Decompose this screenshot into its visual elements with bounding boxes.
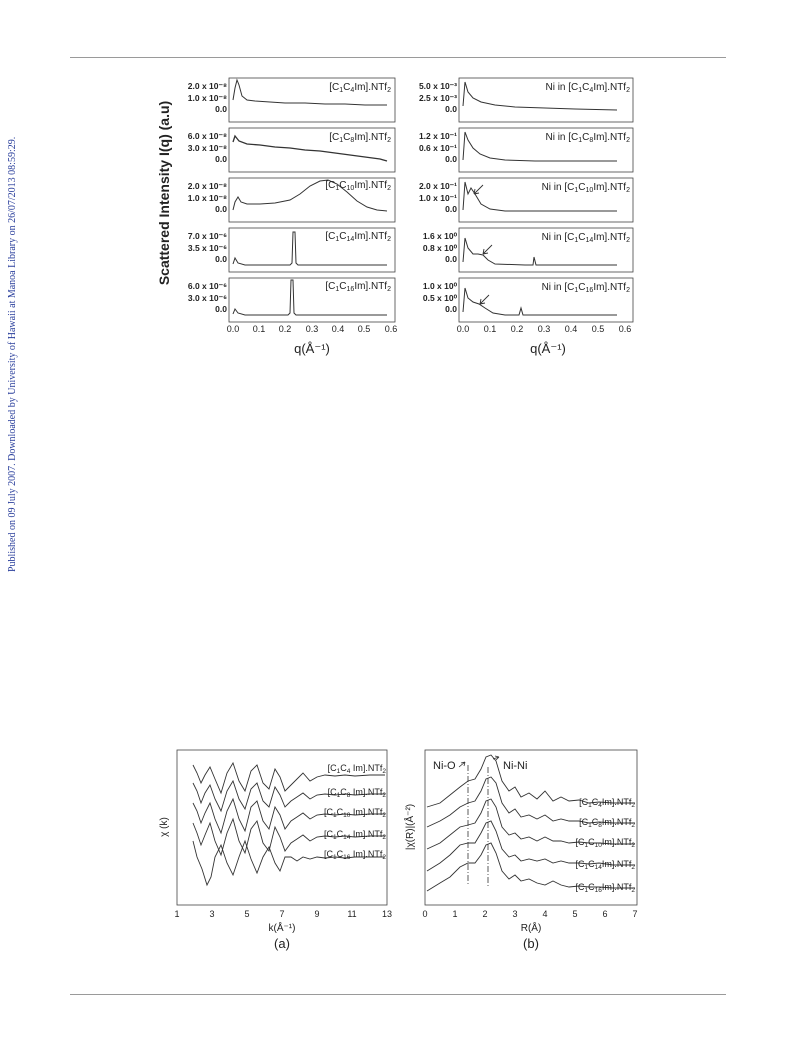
- exafs-series-label: $[C_1C_{16}Im].NTf_2$: [575, 882, 635, 894]
- y-tick-label: 0.5 x 10⁰: [422, 293, 457, 303]
- exafs-series-label: [$C_1C_4$ Im].NTf$_2$: [327, 763, 386, 775]
- y-tick-label: 2.0 x 10⁻⁸: [187, 181, 227, 191]
- x-tick-label: 0.3: [305, 324, 319, 334]
- x-tick-label: 0.1: [483, 324, 497, 334]
- y-tick-label: 0.0: [445, 304, 457, 314]
- y-tick-label: 3.0 x 10⁻⁶: [187, 293, 227, 303]
- saxs-panel-right-5: [423, 278, 633, 322]
- exafs-series-label: [$C_1C_{10}$ Im].NTf$_2$: [324, 807, 386, 819]
- y-tick-label: 0.0: [215, 254, 227, 264]
- chi-k-y-label: χ (k): [159, 817, 170, 837]
- exafs-b-x-axis: [422, 909, 637, 951]
- saxs-y-axis-label: Scattered Intensity I(q) (a.u): [156, 100, 172, 286]
- saxs-x-axis-label: q(Å⁻¹): [294, 341, 330, 356]
- exafs-series-label: [$C_1C_8$ Im].NTf$_2$: [327, 787, 386, 799]
- exafs-a-x-axis: [174, 909, 392, 951]
- y-tick-label: 2.0 x 10⁻¹: [418, 181, 457, 191]
- exafs-panel-a: [159, 750, 392, 951]
- header-rule: [70, 57, 726, 58]
- y-tick-label: 1.2 x 10⁻¹: [418, 131, 457, 141]
- saxs-panel-right-2: [419, 128, 633, 172]
- x-tick-label: 7: [632, 909, 638, 919]
- x-tick-label: 0.5: [357, 324, 371, 334]
- y-tick-label: 0.0: [215, 204, 227, 214]
- x-tick-label: 0.0: [226, 324, 240, 334]
- x-tick-label: 0.4: [564, 324, 578, 334]
- x-tick-label: 0.0: [456, 324, 470, 334]
- y-tick-label: 6.0 x 10⁻⁶: [187, 281, 227, 291]
- x-tick-label: 13: [381, 909, 393, 919]
- exafs-figure: [155, 745, 645, 960]
- k-x-axis-label: k(Å⁻¹): [268, 923, 296, 934]
- panel-a-caption: (a): [274, 936, 290, 951]
- y-tick-label: 1.0 x 10⁰: [422, 281, 457, 291]
- x-tick-label: 2: [482, 909, 488, 919]
- y-tick-label: 2.5 x 10⁻³: [418, 93, 457, 103]
- y-tick-label: 0.8 x 10⁰: [422, 243, 457, 253]
- panel-series-label: Ni in $[C_1C_{14}Im].NTf_2$: [541, 232, 630, 244]
- x-tick-label: 0.6: [618, 324, 632, 334]
- panel-series-label: $[C_1C_{10}Im].NTf_2$: [325, 180, 391, 192]
- saxs-panel-right-3: [419, 178, 633, 222]
- saxs-panel-left-2: [188, 128, 395, 172]
- y-tick-label: 2.0 x 10⁻⁸: [187, 81, 227, 91]
- x-tick-label: 3: [209, 909, 215, 919]
- exafs-panel-b: [403, 750, 638, 951]
- saxs-x-axis-label: q(Å⁻¹): [530, 341, 566, 356]
- x-tick-label: 4: [542, 909, 548, 919]
- x-tick-label: 7: [279, 909, 285, 919]
- y-tick-label: 1.6 x 10⁰: [422, 231, 457, 241]
- saxs-left-x-axis: [227, 324, 398, 356]
- ni-o-annotation: Ni-O: [433, 760, 456, 772]
- x-tick-label: 9: [314, 909, 320, 919]
- y-tick-label: 0.0: [215, 304, 227, 314]
- panel-series-label: Ni in $[C_1C_{16}Im].NTf_2$: [541, 282, 630, 294]
- y-tick-label: 5.0 x 10⁻³: [418, 81, 457, 91]
- saxs-figure: [155, 70, 635, 365]
- y-tick-label: 6.0 x 10⁻⁸: [187, 131, 227, 141]
- saxs-panel-left-3: [188, 178, 395, 222]
- exafs-series-label: [$C_1C_{16}$ Im].NTf$_2$: [324, 849, 386, 861]
- x-tick-label: 0.6: [384, 324, 398, 334]
- y-tick-label: 0.0: [445, 204, 457, 214]
- panel-b-caption: (b): [523, 936, 539, 951]
- exafs-series-label: $[C_1C_{10}Im].NTf_2$: [575, 837, 635, 849]
- y-tick-label: 7.0 x 10⁻⁶: [187, 231, 227, 241]
- x-tick-label: 0.3: [537, 324, 551, 334]
- x-tick-label: 1: [174, 909, 180, 919]
- x-tick-label: 1: [452, 909, 458, 919]
- x-tick-label: 0.1: [252, 324, 266, 334]
- panel-series-label: $[C_1C_{14}Im].NTf_2$: [325, 231, 391, 243]
- x-tick-label: 11: [347, 909, 357, 919]
- y-tick-label: 3.5 x 10⁻⁶: [187, 243, 227, 253]
- saxs-panel-right-4: [423, 228, 633, 272]
- y-tick-label: 0.0: [445, 154, 457, 164]
- saxs-panel-right-1: [419, 78, 633, 122]
- chi-k-trace: [193, 841, 385, 885]
- x-tick-label: 6: [602, 909, 608, 919]
- y-tick-label: 0.6 x 10⁻¹: [418, 143, 457, 153]
- x-tick-label: 5: [572, 909, 578, 919]
- saxs-right-x-axis: [457, 324, 632, 356]
- y-tick-label: 1.0 x 10⁻⁸: [187, 193, 227, 203]
- x-tick-label: 0.2: [278, 324, 292, 334]
- y-tick-label: 1.0 x 10⁻¹: [418, 193, 457, 203]
- exafs-series-label: [$C_1C_{14}$ Im].NTf$_2$: [324, 829, 386, 841]
- y-tick-label: 3.0 x 10⁻⁸: [187, 143, 227, 153]
- y-tick-label: 0.0: [215, 154, 227, 164]
- x-tick-label: 3: [512, 909, 518, 919]
- y-tick-label: 0.0: [445, 104, 457, 114]
- ni-ni-annotation: Ni-Ni: [503, 760, 528, 772]
- panel-series-label: $[C_1C_4Im].NTf_2$: [329, 82, 391, 94]
- x-tick-label: 0.4: [331, 324, 345, 334]
- saxs-panel-left-5: [188, 278, 395, 322]
- exafs-series-label: $[C_1C_{14}Im].NTf_2$: [575, 859, 635, 871]
- x-tick-label: 5: [244, 909, 250, 919]
- saxs-panel-left-4: [188, 228, 395, 272]
- exafs-series-label: $[C_1C_8Im].NTf_2$: [579, 817, 635, 829]
- x-tick-label: 0: [422, 909, 428, 919]
- exafs-series-label: $[C_1C_4Im].NTf_2$: [579, 797, 635, 809]
- panel-series-label: $[C_1C_{16}Im].NTf_2$: [325, 281, 391, 293]
- footer-rule: [70, 994, 726, 995]
- panel-series-label: Ni in $[C_1C_4Im].NTf_2$: [545, 82, 630, 94]
- y-tick-label: 0.0: [215, 104, 227, 114]
- saxs-panel-left-1: [188, 78, 395, 122]
- x-tick-label: 0.2: [510, 324, 524, 334]
- x-tick-label: 0.5: [591, 324, 605, 334]
- y-tick-label: 0.0: [445, 254, 457, 264]
- y-tick-label: 1.0 x 10⁻⁸: [187, 93, 227, 103]
- panel-series-label: Ni in $[C_1C_8Im].NTf_2$: [545, 132, 630, 144]
- panel-series-label: Ni in $[C_1C_{10}Im].NTf_2$: [541, 182, 630, 194]
- panel-series-label: $[C_1C_8Im].NTf_2$: [329, 132, 391, 144]
- chi-r-y-label: |χ(R)|(Å⁻²): [405, 803, 416, 851]
- r-x-axis-label: R(Å): [520, 923, 542, 934]
- publication-side-note: Published on 09 July 2007. Downloaded by University of Hawaii at Manoa Library on 26/07/2013 08:59:29.: [7, 136, 18, 572]
